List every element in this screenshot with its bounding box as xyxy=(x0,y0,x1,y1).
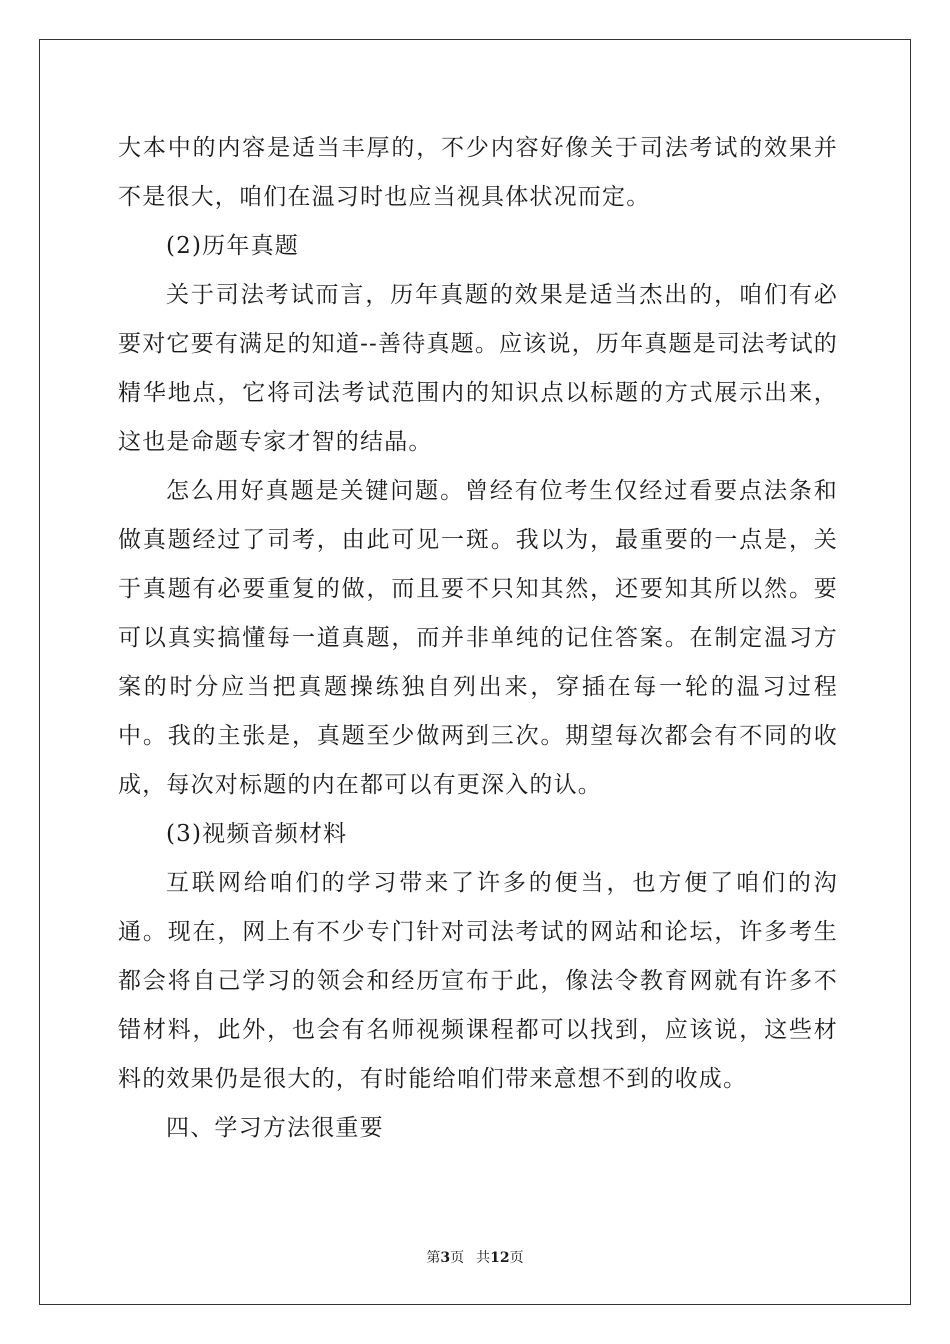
page-suffix: 页 xyxy=(450,1250,465,1266)
page-footer xyxy=(0,1247,950,1267)
page-number: 3 xyxy=(440,1250,451,1266)
page-total: 12 xyxy=(490,1250,510,1266)
total-suffix: 页 xyxy=(509,1250,524,1266)
section-heading: (2)历年真题 xyxy=(166,233,299,259)
section-heading: (3)视频音频材料 xyxy=(166,821,348,847)
paragraph: 互联网给咱们的学习带来了许多的便当，也方便了咱们的沟通。现在，网上有不少专门针对司法考试的网站和论坛，许多考生都会将自己学习的领会和经历宣布于此，像法令教育网就有许多不错材料，此外，也会有名师视频课程都可以找到，应该说，这些材料的效果仍是很大的，有时能给咱们带来意想不到的收成。 xyxy=(118,870,838,1092)
document-body xyxy=(118,124,838,1153)
total-prefix: 共 xyxy=(476,1250,491,1266)
paragraph: 关于司法考试而言，历年真题的效果是适当杰出的，咱们有必要对它要有满足的知道--善待真题。应该说，历年真题是司法考试的精华地点，它将司法考试范围内的知识点以标题的方式展示出来，这也是命题专家才智的结晶。 xyxy=(118,282,838,455)
paragraph: 大本中的内容是适当丰厚的，不少内容好像关于司法考试的效果并不是很大，咱们在温习时也应当视具体状况而定。 xyxy=(118,135,838,210)
section-heading: 四、学习方法很重要 xyxy=(166,1115,384,1141)
page-prefix: 第 xyxy=(426,1250,441,1266)
paragraph: 怎么用好真题是关键问题。曾经有位考生仅经过看要点法条和做真题经过了司考，由此可见一斑。我以为，最重要的一点是，关于真题有必要重复的做，而且要不只知其然，还要知其所以然。要可以真实搞懂每一道真题，而并非单纯的记住答案。在制定温习方案的时分应当把真题操练独自列出来，穿插在每一轮的温习过程中。我的主张是，真题至少做两到三次。期望每次都会有不同的收成，每次对标题的内在都可以有更深入的认。 xyxy=(118,478,838,798)
